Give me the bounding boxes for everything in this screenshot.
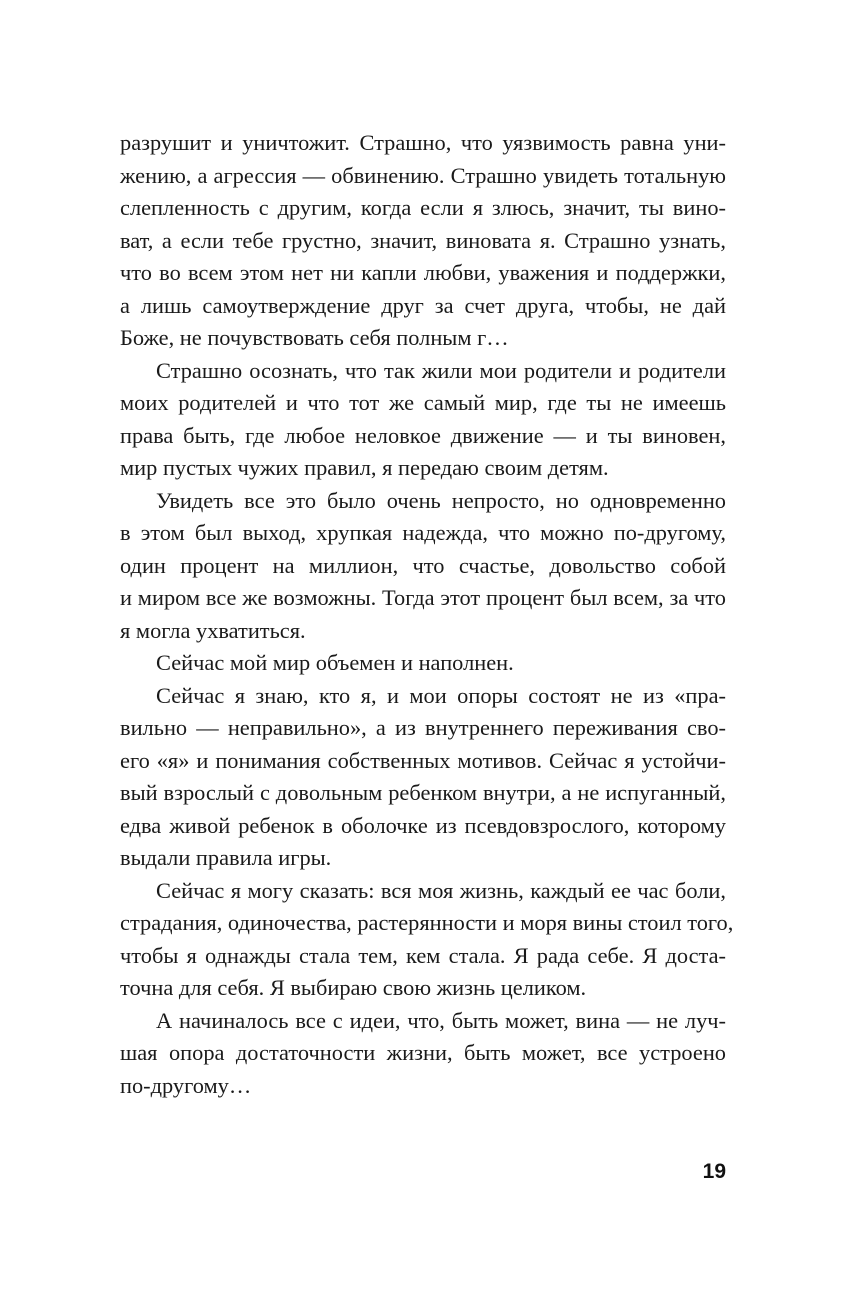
- text-line: в этом был выход, хрупкая надежда, что можно по-другому,: [120, 520, 726, 545]
- text-line: я могла ухватиться.: [120, 617, 306, 643]
- text-line: страдания, одиночества, растерянности и моря вины стоил того,: [120, 910, 734, 935]
- text-line: Сейчас я могу сказать: вся моя жизнь, каждый ее час боли,: [156, 877, 726, 903]
- text-line: и миром все же возможны. Тогда этот процент был всем, за что: [120, 585, 726, 610]
- text-line: выдали правила игры.: [120, 845, 332, 870]
- text-line: разрушит и уничтожит. Страшно, что уязвимость равна уни-: [120, 130, 726, 155]
- text-line: что во всем этом нет ни капли любви, уважения и поддержки,: [120, 260, 726, 285]
- page-body-text: [120, 127, 734, 1102]
- text-line: Сейчас я знаю, кто я, и мои опоры состоят не из «пра-: [156, 682, 726, 708]
- text-line: слепленность с другим, когда если я злюсь, значит, ты вино-: [120, 195, 726, 220]
- text-line: ват, а если тебе грустно, значит, виновата я. Страшно узнать,: [120, 227, 726, 253]
- text-line: Сейчас мой мир объемен и наполнен.: [156, 650, 514, 675]
- text-line: его «я» и понимания собственных мотивов. Сейчас я устойчи-: [120, 747, 726, 773]
- text-line: вильно — неправильно», а из внутреннего переживания сво-: [120, 715, 726, 740]
- page-number: 19: [702, 1160, 726, 1183]
- text-line: А начиналось все с идеи, что, быть может, вина — не луч-: [156, 1007, 726, 1033]
- text-line: по-другому…: [120, 1072, 252, 1098]
- text-line: вый взрослый с довольным ребенком внутри, а не испуганный,: [120, 780, 726, 805]
- text-line: чтобы я однажды стала тем, кем стала. Я рада себе. Я доста-: [120, 942, 726, 968]
- text-line: Страшно осознать, что так жили мои родители и родители: [156, 357, 726, 383]
- text-line: моих родителей и что тот же самый мир, где ты не имеешь: [120, 390, 726, 415]
- text-line: едва живой ребенок в оболочке из псевдовзрослого, которому: [120, 812, 726, 838]
- text-line: один процент на миллион, что счастье, довольство собой: [120, 552, 726, 578]
- text-line: Боже, не почувствовать себя полным г…: [120, 325, 509, 350]
- text-line: Увидеть все это было очень непросто, но одновременно: [156, 487, 726, 513]
- text-line: жению, а агрессия — обвинению. Страшно увидеть тотальную: [120, 162, 726, 188]
- text-line: мир пустых чужих правил, я передаю своим детям.: [120, 455, 609, 480]
- text-line: права быть, где любое неловкое движение — и ты виновен,: [120, 422, 726, 448]
- text-line: а лишь самоутверждение друг за счет друга, чтобы, не дай: [120, 292, 726, 318]
- text-line: шая опора достаточности жизни, быть может, все устроено: [120, 1040, 726, 1065]
- text-line: точна для себя. Я выбираю свою жизнь целиком.: [120, 975, 587, 1000]
